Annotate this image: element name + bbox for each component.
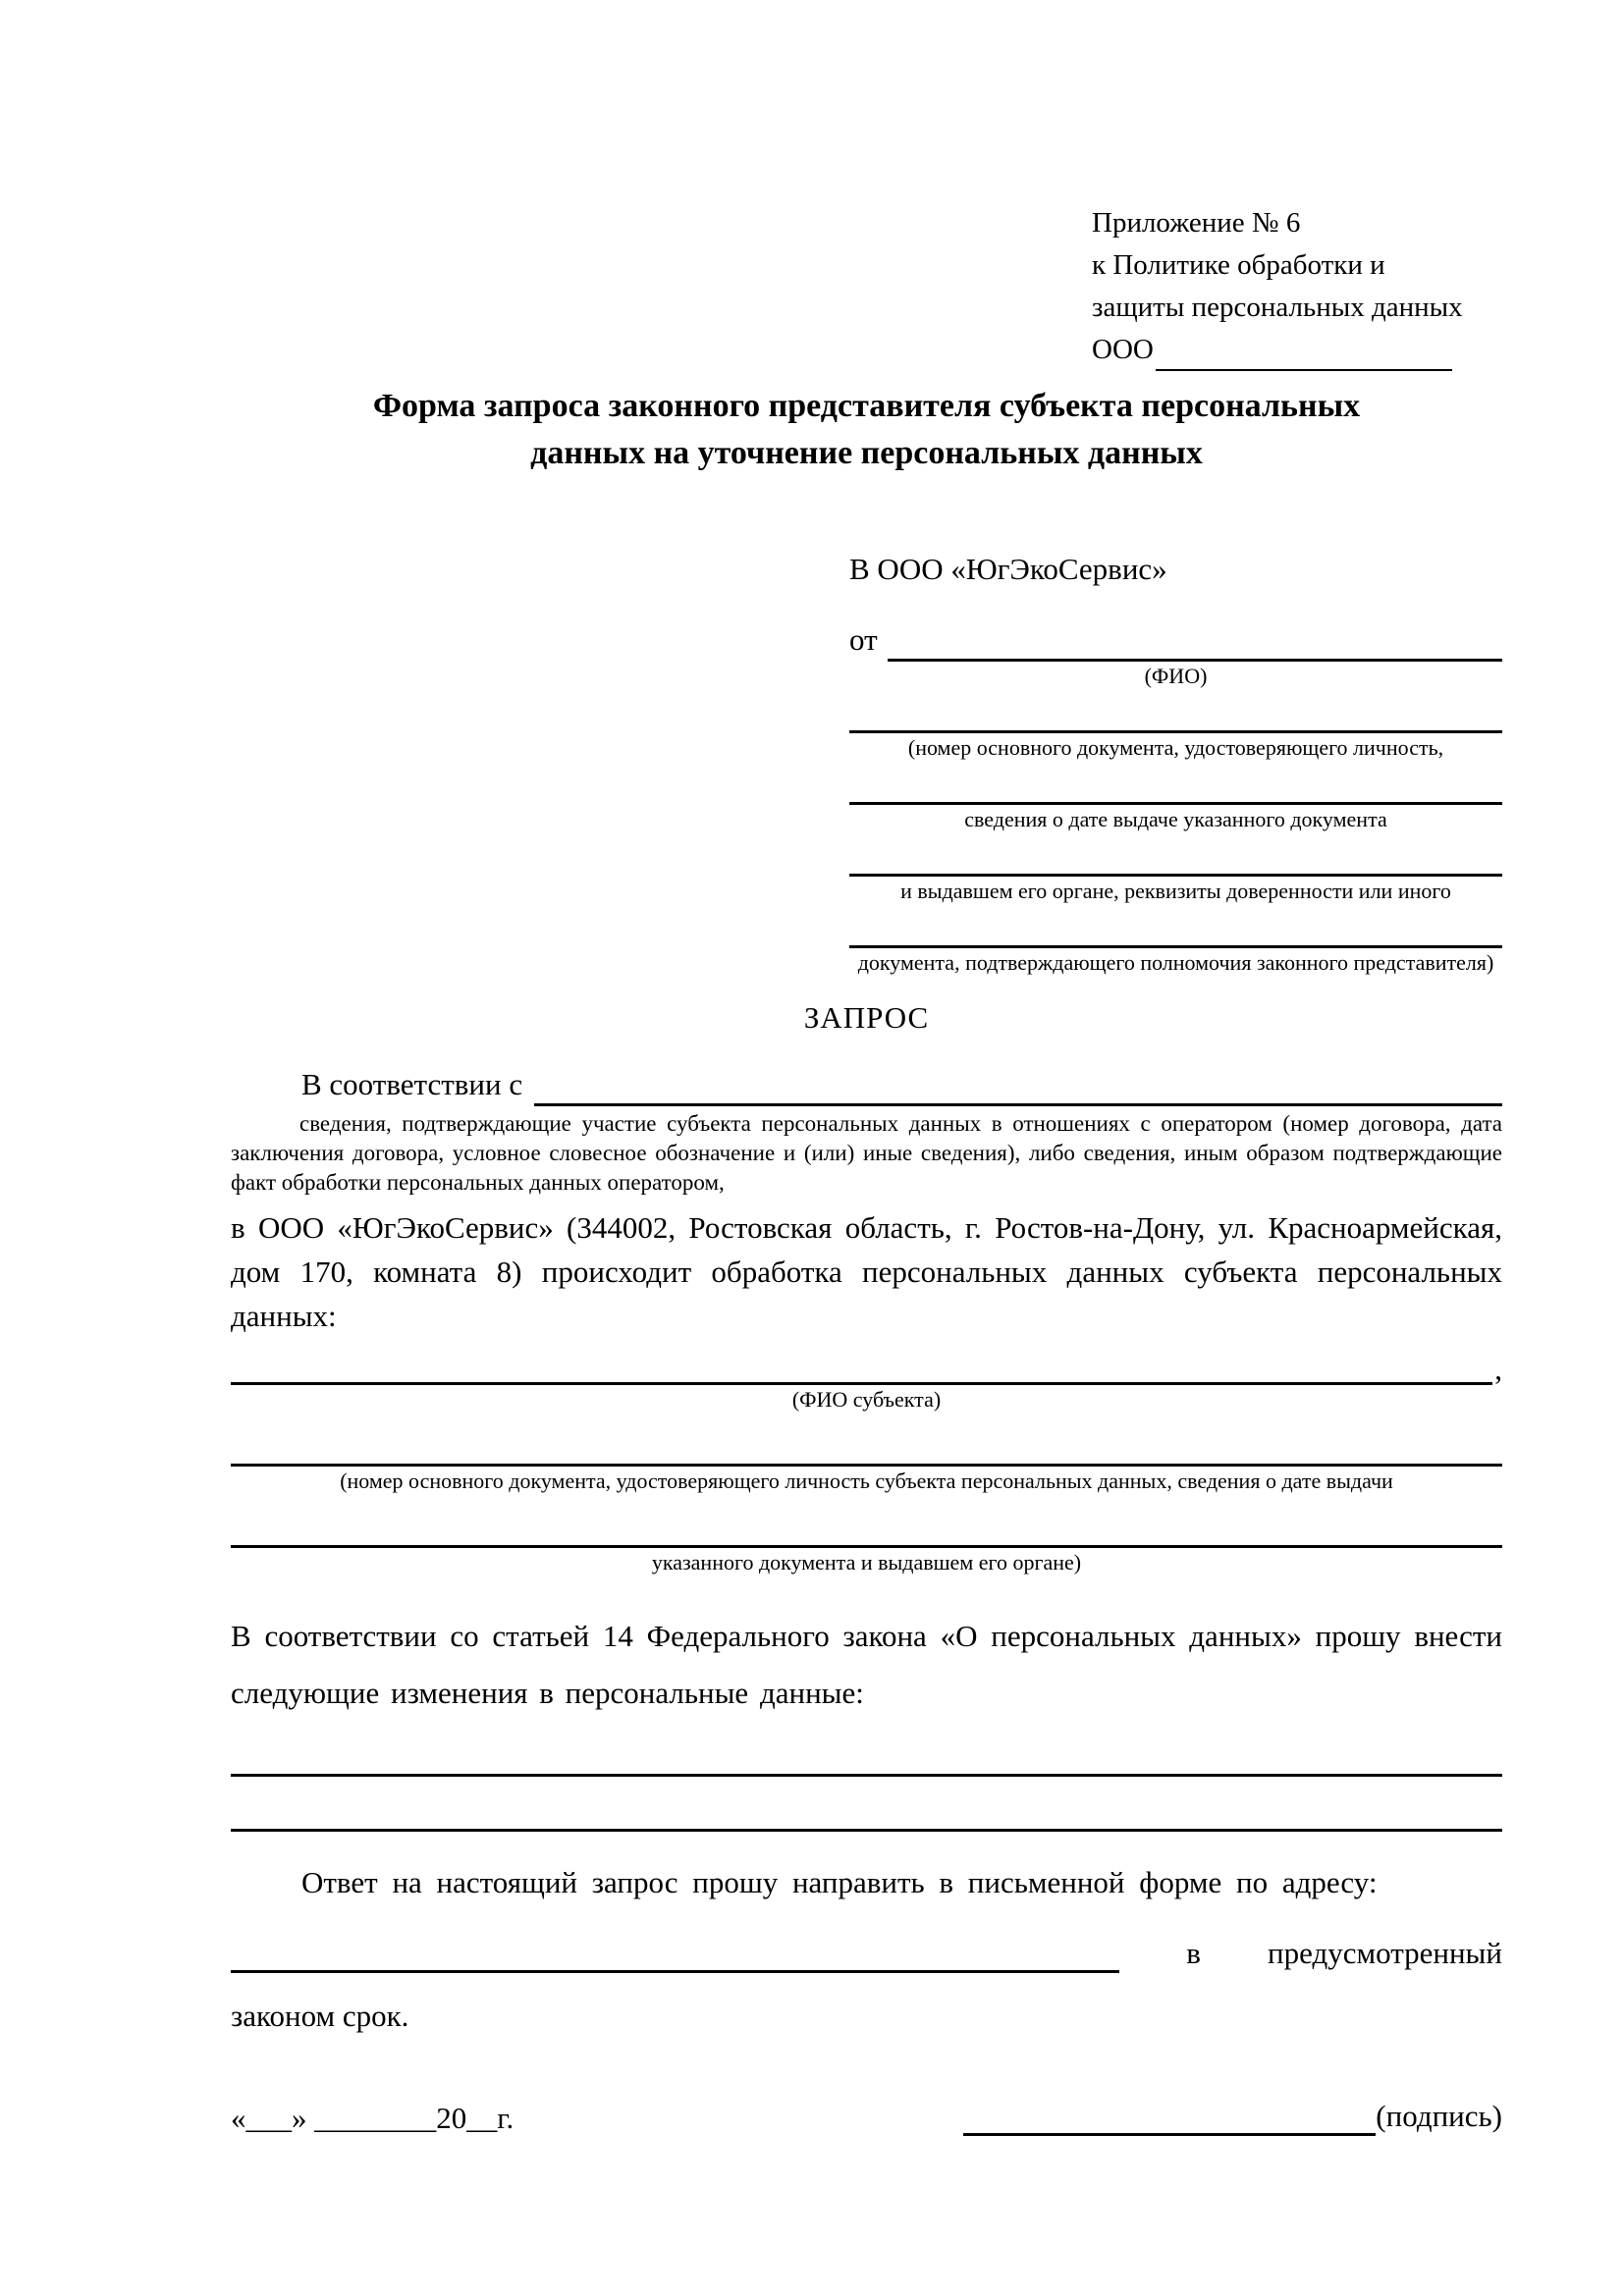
- subject-fio-caption: (ФИО субъекта): [791, 1387, 942, 1412]
- date-line: «___» ________20__г.: [231, 2101, 514, 2135]
- representative-name-blank-field: [888, 628, 1502, 662]
- representative-doc-field: [849, 773, 1502, 833]
- form-title-line-1: Форма запроса законного представителя субъекта персональных: [372, 388, 1361, 424]
- subject-doc-field: [231, 1427, 1502, 1495]
- accordance-label: В соответствии с: [301, 1067, 523, 1101]
- doc-caption: (номер основного документа, удостоверяющего личность,: [907, 735, 1444, 760]
- org-name-blank-field: [1156, 338, 1452, 371]
- appendix-note: [1092, 0, 1502, 371]
- subject-doc-caption: указанного документа и выдавшем его органе): [651, 1550, 1082, 1575]
- accordance-blank-field: [534, 1073, 1502, 1106]
- appendix-note-line: Приложение № 6: [1092, 207, 1301, 239]
- trailing-comma: ,: [1494, 1352, 1502, 1386]
- operator-paragraph: в ООО «ЮгЭкоСервис» (344002, Ростовская область, г. Ростов-на-Дону, ул. Красноармейская, дом 170, комната 8) происходит обработка персональных данных субъекта персональных данных:: [231, 1210, 1502, 1333]
- accordance-row: [231, 1063, 1502, 1106]
- fio-caption: (ФИО): [1144, 664, 1208, 688]
- doc-caption: документа, подтверждающего полномочия законного представителя): [857, 950, 1494, 975]
- article-14-paragraph: В соответствии со статьей 14 Федерального закона «О персональных данных» прошу внести следующие изменения в персональные данные:: [231, 1619, 1502, 1710]
- appendix-note-org-row: [1092, 329, 1502, 371]
- blank-field-line: [849, 701, 1502, 733]
- form-title: [231, 383, 1502, 477]
- signature-blank-field: [963, 2103, 1376, 2136]
- request-heading: ЗАПРОС: [803, 1000, 930, 1035]
- footer-row: [231, 2097, 1502, 2136]
- representative-doc-field: [849, 701, 1502, 762]
- from-label: от: [849, 622, 878, 657]
- subject-fio-blank-field: [231, 1352, 1492, 1385]
- reply-address-row: [231, 1934, 1502, 1973]
- reply-tail: законом срок.: [231, 1999, 409, 2033]
- reply-word: в: [1186, 1936, 1201, 1970]
- changes-blank-line: [231, 1777, 1502, 1832]
- subject-fio-row: [231, 1352, 1502, 1385]
- signature-caption: (подпись): [1376, 2099, 1502, 2133]
- reply-paragraph: Ответ на настоящий запрос прошу направить в письменной форме по адресу:: [301, 1865, 1378, 1899]
- subject-fio-field: [231, 1352, 1502, 1414]
- representative-doc-field: [849, 916, 1502, 977]
- addressee-block: [849, 548, 1502, 977]
- blank-field-line: [849, 844, 1502, 877]
- subject-doc-field: [231, 1509, 1502, 1576]
- doc-caption: и выдавшем его органе, реквизиты доверенности или иного: [900, 879, 1451, 903]
- addressee-company: В ООО «ЮгЭкоСервис»: [849, 552, 1167, 586]
- doc-caption: сведения о дате выдаче указанного документа: [964, 807, 1387, 831]
- blank-field-line: [849, 773, 1502, 805]
- form-title-line-2: данных на уточнение персональных данных: [530, 435, 1203, 471]
- subject-doc-caption: (номер основного документа, удостоверяющего личность субъекта персональных данных, сведения о дате выдачи: [340, 1468, 1393, 1493]
- blank-field-line: [849, 916, 1502, 948]
- appendix-note-line: к Политике обработки и: [1092, 249, 1385, 281]
- reply-address-blank-field: [231, 1940, 1119, 1973]
- blank-field-line: [231, 1509, 1502, 1548]
- changes-blank-line: [231, 1722, 1502, 1777]
- from-row: [849, 618, 1502, 662]
- accordance-footnote: сведения, подтверждающие участие субъекта персональных данных в отношениях с оператором (номер договора, дата заключения договора, условное словесное обозначение и (или) иные сведения), либо сведения, иным образом подтверждающие факт обработки персональных данных оператором,: [231, 1111, 1502, 1195]
- appendix-note-line: защиты персональных данных: [1092, 292, 1463, 323]
- signature-group: [963, 2097, 1502, 2136]
- blank-field-line: [231, 1427, 1502, 1467]
- reply-word: предусмотренный: [1268, 1936, 1502, 1970]
- representative-doc-field: [849, 844, 1502, 905]
- org-prefix: ООО: [1092, 334, 1154, 365]
